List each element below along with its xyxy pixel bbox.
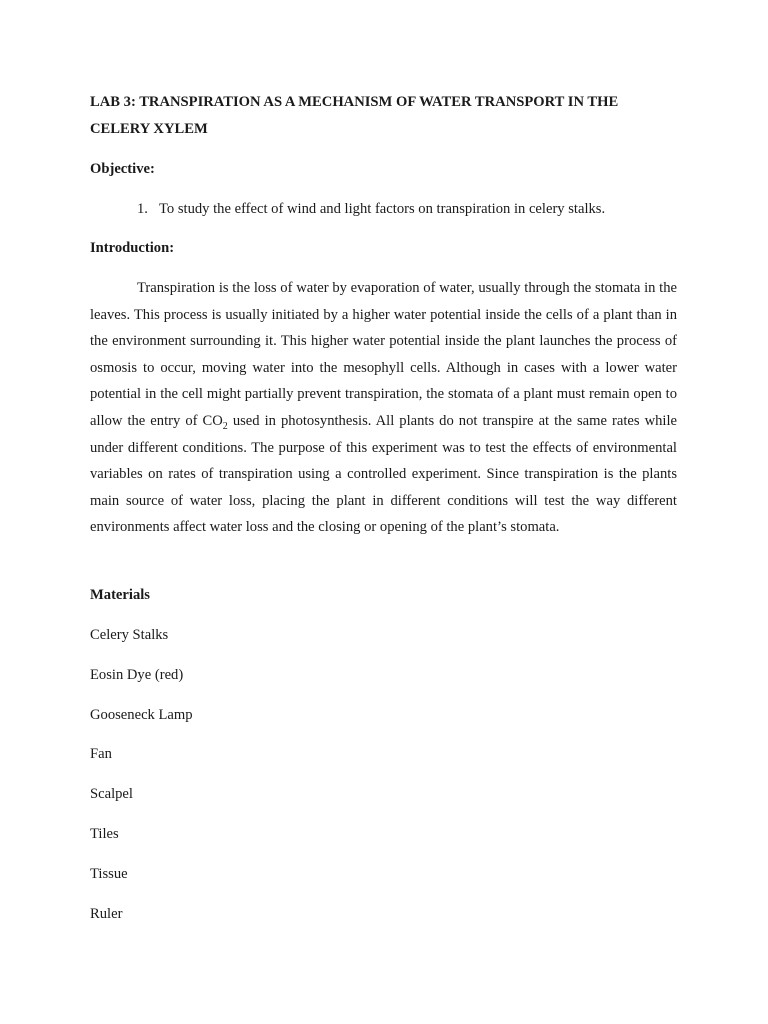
objective-item-number: 1. <box>137 201 148 217</box>
materials-list-item: Celery Stalks <box>90 627 169 643</box>
materials-list-item: Scalpel <box>90 786 133 803</box>
co2-subscript: 2 <box>222 420 228 432</box>
introduction-heading: Introduction: <box>90 240 175 256</box>
objective-heading: Objective: <box>90 161 155 177</box>
materials-list-item: Ruler <box>90 905 123 922</box>
materials-list-item: Gooseneck Lamp <box>90 706 193 723</box>
introduction-paragraph-part-2: used in photosynthesis. All plants do not transpire at the same rates while under different conditions. The purpose of this experiment was to test the effects of environmental variables on rates of transpiration using a controlled experiment. Since transpiration is the plants main source of water loss, placing the plant in different conditions will test the way different environments affect water loss and the closing or opening of the plant’s stomata. <box>90 412 677 536</box>
materials-list-item: Fan <box>90 746 112 763</box>
materials-heading: Materials <box>90 587 150 603</box>
materials-list-item: Eosin Dye (red) <box>90 666 184 683</box>
materials-list-item: Tiles <box>90 825 119 842</box>
materials-list <box>90 622 193 940</box>
introduction-paragraph <box>90 275 677 541</box>
objective-item <box>137 196 677 223</box>
document-title: LAB 3: TRANSPIRATION AS A MECHANISM OF WATER TRANSPORT IN THE CELERY XYLEM <box>90 94 619 137</box>
materials-list-item: Tissue <box>90 865 128 882</box>
objective-item-text: To study the effect of wind and light factors on transpiration in celery stalks. <box>159 201 606 217</box>
introduction-paragraph-part-1: Transpiration is the loss of water by evaporation of water, usually through the stomata in the leaves. This process is usually initiated by a higher water potential inside the cells of a plant than in the environment surrounding it. This higher water potential inside the plant launches the process of osmosis to occur, moving water into the mesophyll cells. Although in cases with a lower water potential in the cell might partially prevent transpiration, the stomata of a plant must remain open to allow the entry of CO <box>90 280 677 429</box>
